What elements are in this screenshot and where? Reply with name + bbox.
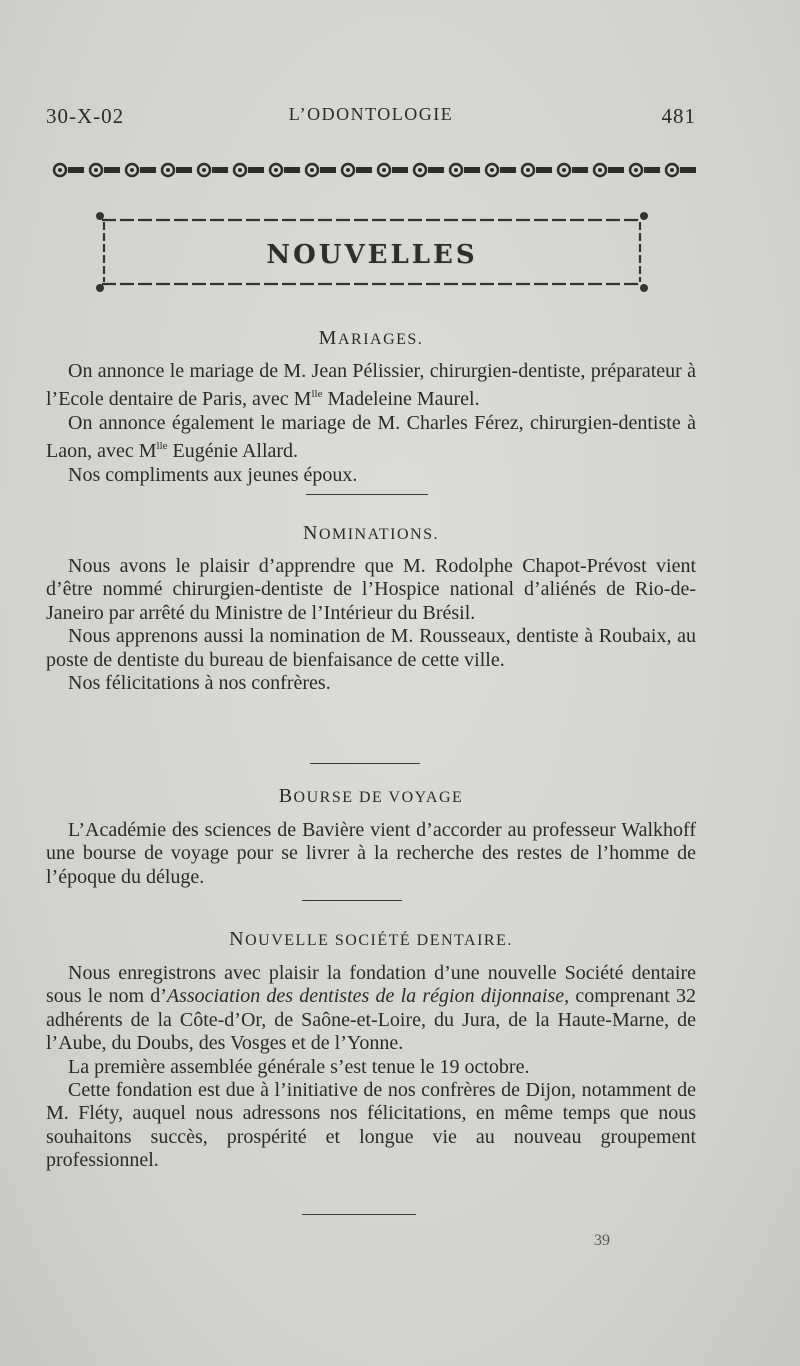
- heading-nouvelle-societe: NOUVELLE SOCIÉTÉ DENTAIRE.: [229, 928, 513, 950]
- paragraph: Cette fondation est due à l’initiative de nos confrères de Dijon, notamment de M. Fléty, auquel nous adressons nos félicitations, en même temps que nous souhaitons succès, prospérité et longue vie au nouveau groupement professionnel.: [46, 1079, 696, 1172]
- paragraph: L’Académie des sciences de Bavière vient d’accorder au professeur Walkhoff une bourse de voyage pour se livrer à la recherche des restes de l’homme de l’époque du déluge.: [46, 819, 696, 888]
- paragraph: La première assemblée générale s’est tenue le 19 octobre.: [68, 1055, 530, 1078]
- paragraph: Nos compliments aux jeunes époux.: [68, 463, 358, 486]
- section-mariages-body: [46, 360, 696, 487]
- paragraph: Nos félicitations à nos confrères.: [68, 672, 331, 695]
- paragraph: On annonce également le mariage de M. Charles Férez, chirurgien-dentiste à Laon, avec $M^{lle}$ Eugénie Allard.: [46, 411, 696, 463]
- divider-rule: [310, 763, 420, 764]
- paragraph: Nous apprenons aussi la nomination de M. Rousseaux, dentiste à Roubaix, au poste de dentiste du bureau de bienfaisance de cette ville.: [46, 625, 696, 671]
- issue-date: 30-X-02: [46, 104, 125, 128]
- divider-rule: [306, 494, 428, 495]
- section-societe-body: [46, 962, 696, 1173]
- running-head: [46, 104, 696, 134]
- page-number: 481: [661, 104, 696, 128]
- section-title-box: [92, 208, 652, 294]
- signature-mark: 39: [594, 1232, 610, 1249]
- ornamental-band: [46, 160, 696, 180]
- divider-rule: [302, 900, 402, 901]
- heading-mariages: MARIAGES.: [318, 327, 424, 349]
- divider-rule: [302, 1214, 416, 1215]
- section-title: NOUVELLES: [266, 240, 478, 270]
- section-nominations-body: [46, 555, 696, 695]
- heading-bourse-de-voyage: BOURSE DE VOYAGE: [278, 785, 464, 807]
- section-bourse-body: [46, 819, 696, 889]
- paragraph: Nous enregistrons avec plaisir la fondation d’une nouvelle Société dentaire sous le nom d’Association des dentistes de la région dijonnaise, comprenant 32 adhérents de la Côte-d’Or, de Saône-et-Loire, du Jura, de la Haute-Marne, de l’Aube, du Doubs, des Vosges et de l’Yonne.: [46, 962, 696, 1055]
- journal-title: L’ODONTOLOGIE: [288, 104, 454, 124]
- paragraph: On annonce le mariage de M. Jean Pélissier, chirurgien-dentiste, préparateur à l’Ecole dentaire de Paris, avec $M^{lle}$ Madeleine Maurel.: [46, 360, 696, 411]
- paragraph: Nous avons le plaisir d’apprendre que M. Rodolphe Chapot-Prévost vient d’être nommé chirurgien-dentiste de l’Hospice national d’aliénés de Rio-de-Janeiro par arrêté du Ministre de l’Intérieur du Brésil.: [46, 555, 696, 624]
- heading-nominations: NOMINATIONS.: [302, 522, 439, 544]
